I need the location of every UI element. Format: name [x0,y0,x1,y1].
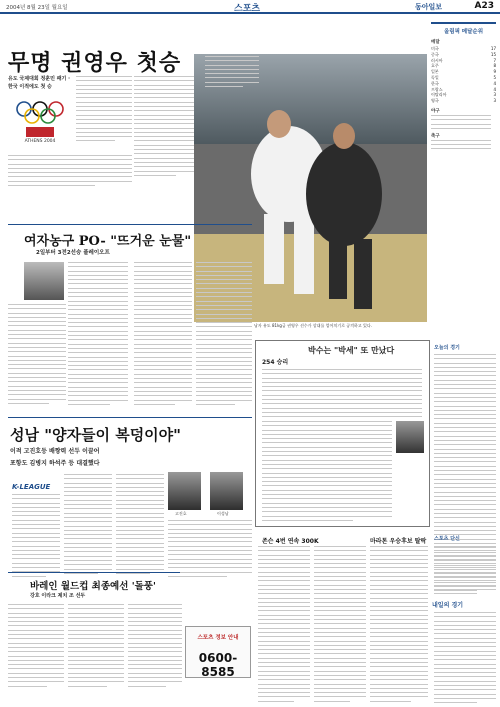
medal-count: 4 [493,86,496,92]
medal-table [431,22,496,222]
feature-box-subhead: 254 승리 [262,359,289,366]
header-date: 2004년 8월 23일 월요일 [6,5,68,11]
feature-box-title: 박수는 "박세" 또 만났다 [308,346,395,355]
medal-country: 미국 [431,46,439,51]
medal-count: 7 [493,57,496,63]
player-photo-1 [168,472,201,510]
medal-country: 영국 [431,98,439,104]
page-header [0,0,500,14]
side-section-1: 오늘의 경기 [434,345,460,351]
headline-mlb: 존슨 4번 연속 300K [262,538,319,545]
headline-basketball: 여자농구 PO- "뜨거운 눈물" [24,234,192,249]
medal-count: 5 [493,74,496,80]
sidebar-head-2: 축구 [431,133,440,139]
medal-count: 15 [490,51,496,57]
photo-caption: 남자 유도 81kg급 권영우 선수가 상대를 업어치기로 공격하고 있다. [254,323,372,328]
medal-count: 8 [493,63,496,69]
reporter-photo [24,262,64,300]
ad-phone: 0600-8585 [198,651,238,679]
medal-row [431,98,496,104]
ad-line-1: 스포츠 정보 안내 [197,635,239,641]
medal-country: 호주 [431,63,439,69]
subhead-worldcup: 강호 이라크 제치 조 선두 [30,593,86,599]
medal-count: 3 [493,98,496,104]
medal-count: 17 [490,46,496,51]
story1-text-col-3 [205,56,259,90]
medal-count: 3 [493,92,496,98]
emblem-label: ATHENS 2004 [24,139,56,144]
side-section-2: 스포츠 단신 [434,536,460,542]
subhead-main: 유도 국제대회 정훈민 패기 · 한국 이적에도 첫 승 [8,76,70,90]
medal-table-title: 올림픽 메달순위 [443,29,484,35]
player-2-label: 이성남 [217,511,229,516]
kleague-logo [12,474,54,490]
medal-country: 일본 [431,69,439,75]
paper-name: 동아일보 [414,3,442,11]
olympic-emblem [8,95,72,151]
subhead-soccer-2: 포항도 김병지 하석주 등 대결했다 [10,460,100,467]
headline-marathon: 마라톤 우승후보 탈락 [370,538,427,545]
medal-country: 프랑스 [431,86,443,92]
headline-worldcup: 바레인 월드컵 최종예선 '돌풍' [30,581,156,592]
medal-count: 9 [493,69,496,75]
headline-soccer: 성남 "양자들이 복덩이야" [10,426,181,444]
olympic-rings-icon [8,95,72,139]
subhead-basketball: 2일부터 3전2선승 플레이오프 [36,250,110,256]
page-number: A23 [474,1,494,11]
story2-text-col-0 [8,304,66,407]
story2-text-col-2 [134,262,192,408]
story2-text-col-1 [68,262,128,408]
medal-table-header: 메달 [431,40,440,45]
feature-box-photo [396,421,424,453]
player-1-label: 고진호 [175,511,187,516]
medal-country: 이탈리아 [431,92,447,98]
medal-country: 한국 [431,80,439,86]
feature-box [255,340,430,527]
headline-main: 무명 권영우 첫승 [8,50,182,76]
subhead-soccer-1: 이적 고진호등 배짱력 선두 이끌어 [10,448,100,455]
story1-text-col-1 [76,76,132,145]
medal-list [431,46,496,104]
medal-country: 러시아 [431,57,443,63]
medal-country: 독일 [431,74,439,80]
section-name: 스포츠 [234,4,261,14]
medal-country: 중국 [431,51,439,57]
kleague-logo-text: K-LEAGUE [12,483,51,491]
advertisement[interactable] [185,626,251,678]
medal-count: 4 [493,80,496,86]
sidebar-head-1: 야구 [431,108,440,114]
story1-text-col-2 [134,76,194,179]
story1-text-col-1b [8,155,132,189]
story2-text-col-3 [196,262,252,408]
player-photo-2 [210,472,243,510]
side-section-3: 내일의 경기 [432,602,464,609]
